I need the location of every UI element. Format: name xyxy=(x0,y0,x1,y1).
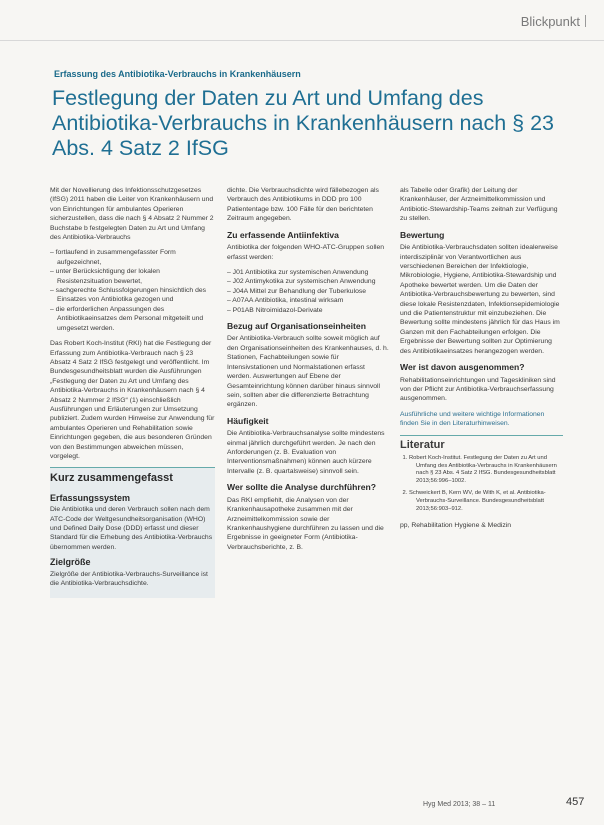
paragraph: Die Antibiotika und deren Verbrauch sollen nach dem ATC-Code der Weltgesundheitsorganisation (WHO) und Defined Daily Dose (DDD) erfasst und dieser Standard für die Erhebung des Antibiotika-Verbrauchs übernommen werden. xyxy=(50,506,213,551)
info-note: Ausführliche und weitere wichtige Informationen finden Sie in den Literaturhinweisen. xyxy=(400,410,545,428)
section-divider xyxy=(585,15,586,27)
literature-section xyxy=(400,435,563,514)
paragraph: Das Robert Koch-Institut (RKI) hat die Festlegung der Erfassung zum Antibiotika-Verbrauch nach § 23 Absatz 4 Satz 2 IfSG festgelegt und veröffentlicht. Im Bundesgesundheitsblatt wurden die Ausführungen „Festlegung der Daten zu Art und Umfang des Antibiotika-Verbrauchs in Krankenhäusern nach § 4 Absatz 2 Nummer 2 IfSG“ (1) einschließlich Ausführungen und Erläuterungen zur Umsetzung publiziert. Zudem wurden Hinweise zur Anwendung für ambulantes Operieren und Rehabilitation sowie Einrichtungen gegeben, die aus besonderen Gründen von den Bestimmungen abweichen müssen, vorgelegt. xyxy=(50,340,215,460)
journal-footer: Hyg Med 2013; 38 – 11 xyxy=(423,801,496,808)
paragraph: Antibiotika der folgenden WHO-ATC-Gruppen sollen erfasst werden: xyxy=(227,244,385,261)
column-2 xyxy=(227,186,390,558)
subheading: Häufigkeit xyxy=(227,415,269,426)
headline: Festlegung der Daten zu Art und Umfang des Antibiotika-Verbrauchs in Krankenhäusern nach § 23 Abs. 4 Satz 2 IfSG xyxy=(52,86,554,160)
summary-box xyxy=(50,467,215,598)
literature-list xyxy=(400,455,563,513)
list-item: – die erforderlichen Anpassungen des Antibiotikaeinsatzes dem Personal mitgeteilt und umgesetzt werden. xyxy=(50,305,204,332)
page-number: 457 xyxy=(566,796,585,808)
subheading: Wer sollte die Analyse durchführen? xyxy=(227,482,376,493)
subheading: Bewertung xyxy=(400,229,445,240)
paragraph: Das RKI empfiehlt, die Analysen von der Krankenhausapotheke zusammen mit der Arzneimittelkommission sowie der Krankenhaushygiene durchführen zu lassen und die Ergebnisse in geeigneter Form (Antibiotika-Verbrauchsberichte, z. B. xyxy=(227,496,384,551)
paragraph: Zielgröße der Antibiotika-Verbrauchs-Surveillance ist die Antibiotika-Verbrauchsdichte. xyxy=(50,570,208,588)
literature-item: 1. Robert Koch-Institut. Festlegung der Daten zu Art und Umfang des Antibiotika-Verbrauchs in Krankenhäusern nach § 23 Abs. 4 Satz 2 IfSG. Bundesgesundheitsblatt 2013;56:996–1002. xyxy=(409,455,563,485)
subheading: Zielgröße xyxy=(50,557,91,568)
paragraph: Rehabilitationseinrichtungen und Tageskliniken sind von der Pflicht zur Antibiotika-Verbrauchserfassung ausgenommen. xyxy=(400,376,556,403)
header-rule xyxy=(0,40,604,41)
intro-paragraph: Mit der Novellierung des Infektionsschutzgesetzes (IfSG) 2011 haben die Leiter von Krankenhäusern und von Einrichtungen für ambulantes Operieren sicherzustellen, dass die nach § 4 Absatz 2 Nummer 2 Buchstabe b festgelegten Daten zu Art und Umfang des Antibiotika-Verbrauchs xyxy=(50,187,214,242)
kicker: Erfassung des Antibiotika-Verbrauchs in Krankenhäusern xyxy=(54,69,301,79)
list-item: – P01AB Nitroimidazol-Derivate xyxy=(227,306,323,314)
paragraph: als Tabelle oder Grafik) der Leitung der Krankenhäuser, der Arzneimittelkommission und Antibiotic-Stewardship-Teams zeitnah zur Verfügung zu stellen. xyxy=(400,187,558,223)
paragraph: Der Antibiotika-Verbrauch sollte soweit möglich auf den Organisationseinheiten des Krankenhauses, d. h. Stationen, Fachabteilungen sowie für Intensivstationen und Normalstationen erfasst werden. Auswertungen auf Ebene der Gesamteinrichtung können darüber hinaus sinnvoll sein, sollten aber die differenzierte Betrachtung ergänzen. xyxy=(227,335,389,409)
paragraph: Die Antibiotika-Verbrauchsanalyse sollte mindestens einmal jährlich durchgeführt werden. Je nach den Anforderungen (z. B. Evaluation von Interventionsmaßnahmen) können auch kürzere Intervalle (z. B. quartalsweise) sinnvoll sein. xyxy=(227,430,385,475)
list-item: – A07AA Antibiotika, intestinal wirksam xyxy=(227,297,344,305)
column-3 xyxy=(400,186,563,531)
list-item: – J02 Antimykotika zur systemischen Anwendung xyxy=(227,278,376,286)
list-item: – sachgerechte Schlussfolgerungen hinsichtlich des Einsatzes von Antibiotika gezogen und xyxy=(50,287,207,304)
list-item: – unter Berücksichtigung der lokalen Resistenzsituation bewertet, xyxy=(50,268,160,285)
author-line: pp, Rehabilitation Hygiene & Medizin xyxy=(400,522,512,530)
subheading: Erfassungssystem xyxy=(50,492,131,503)
literature-item: 2. Schweickert B, Kern WV, de With K, et al. Antibiotika-Verbrauchs-Surveillance. Bundesgesundheitsblatt 2013;56:903–912. xyxy=(409,490,563,513)
subheading: Bezug auf Organisationseinheiten xyxy=(227,320,366,331)
paragraph: Die Antibiotika-Verbrauchsdaten sollten idealerweise interdisziplinär von Verantwortlichen aus verschiedenen Bereichen der Infektiologie, Mikrobiologie, Hygiene, Antibiotika-Stewardship und Apotheke bewertet werden. Um die Daten der Antibiotika-Verbrauchsbewertung zu bewerten, sind diese lokale Resistenzdaten, Infektionsepidemiologie und die Patientenstruktur mit einzubeziehen. Die Bewertung sollte mindestens jährlich für das Haus im Ganzen mit den Fachabteilungen erfolgen. Die Ergebnisse der Bewertung sollten zur Optimierung des Antibiotikaeinsatzes herangezogen werden. xyxy=(400,244,560,355)
section-label: Blickpunkt xyxy=(521,14,586,29)
list-item: – J01 Antibiotika zur systemischen Anwendung xyxy=(227,268,369,276)
subheading: Zu erfassende Antiinfektiva xyxy=(227,229,339,240)
subheading: Wer ist davon ausgenommen? xyxy=(400,362,525,372)
column-1 xyxy=(50,186,215,598)
paragraph: dichte. Die Verbrauchsdichte wird fällebezogen als Verbrauch des Antibiotikums in DDD pro 100 Patiententage bzw. 100 Fälle für den berichteten Zeitraum angegeben. xyxy=(227,187,379,223)
list-item: – fortlaufend in zusammengefasster Form aufgezeichnet, xyxy=(50,249,176,266)
atc-list xyxy=(227,268,390,315)
literature-title: Literatur xyxy=(400,435,563,450)
summary-title: Kurz zusammengefasst xyxy=(50,467,215,487)
requirement-list xyxy=(50,248,215,333)
list-item: – J04A Mittel zur Behandlung der Tuberkulose xyxy=(227,287,367,295)
